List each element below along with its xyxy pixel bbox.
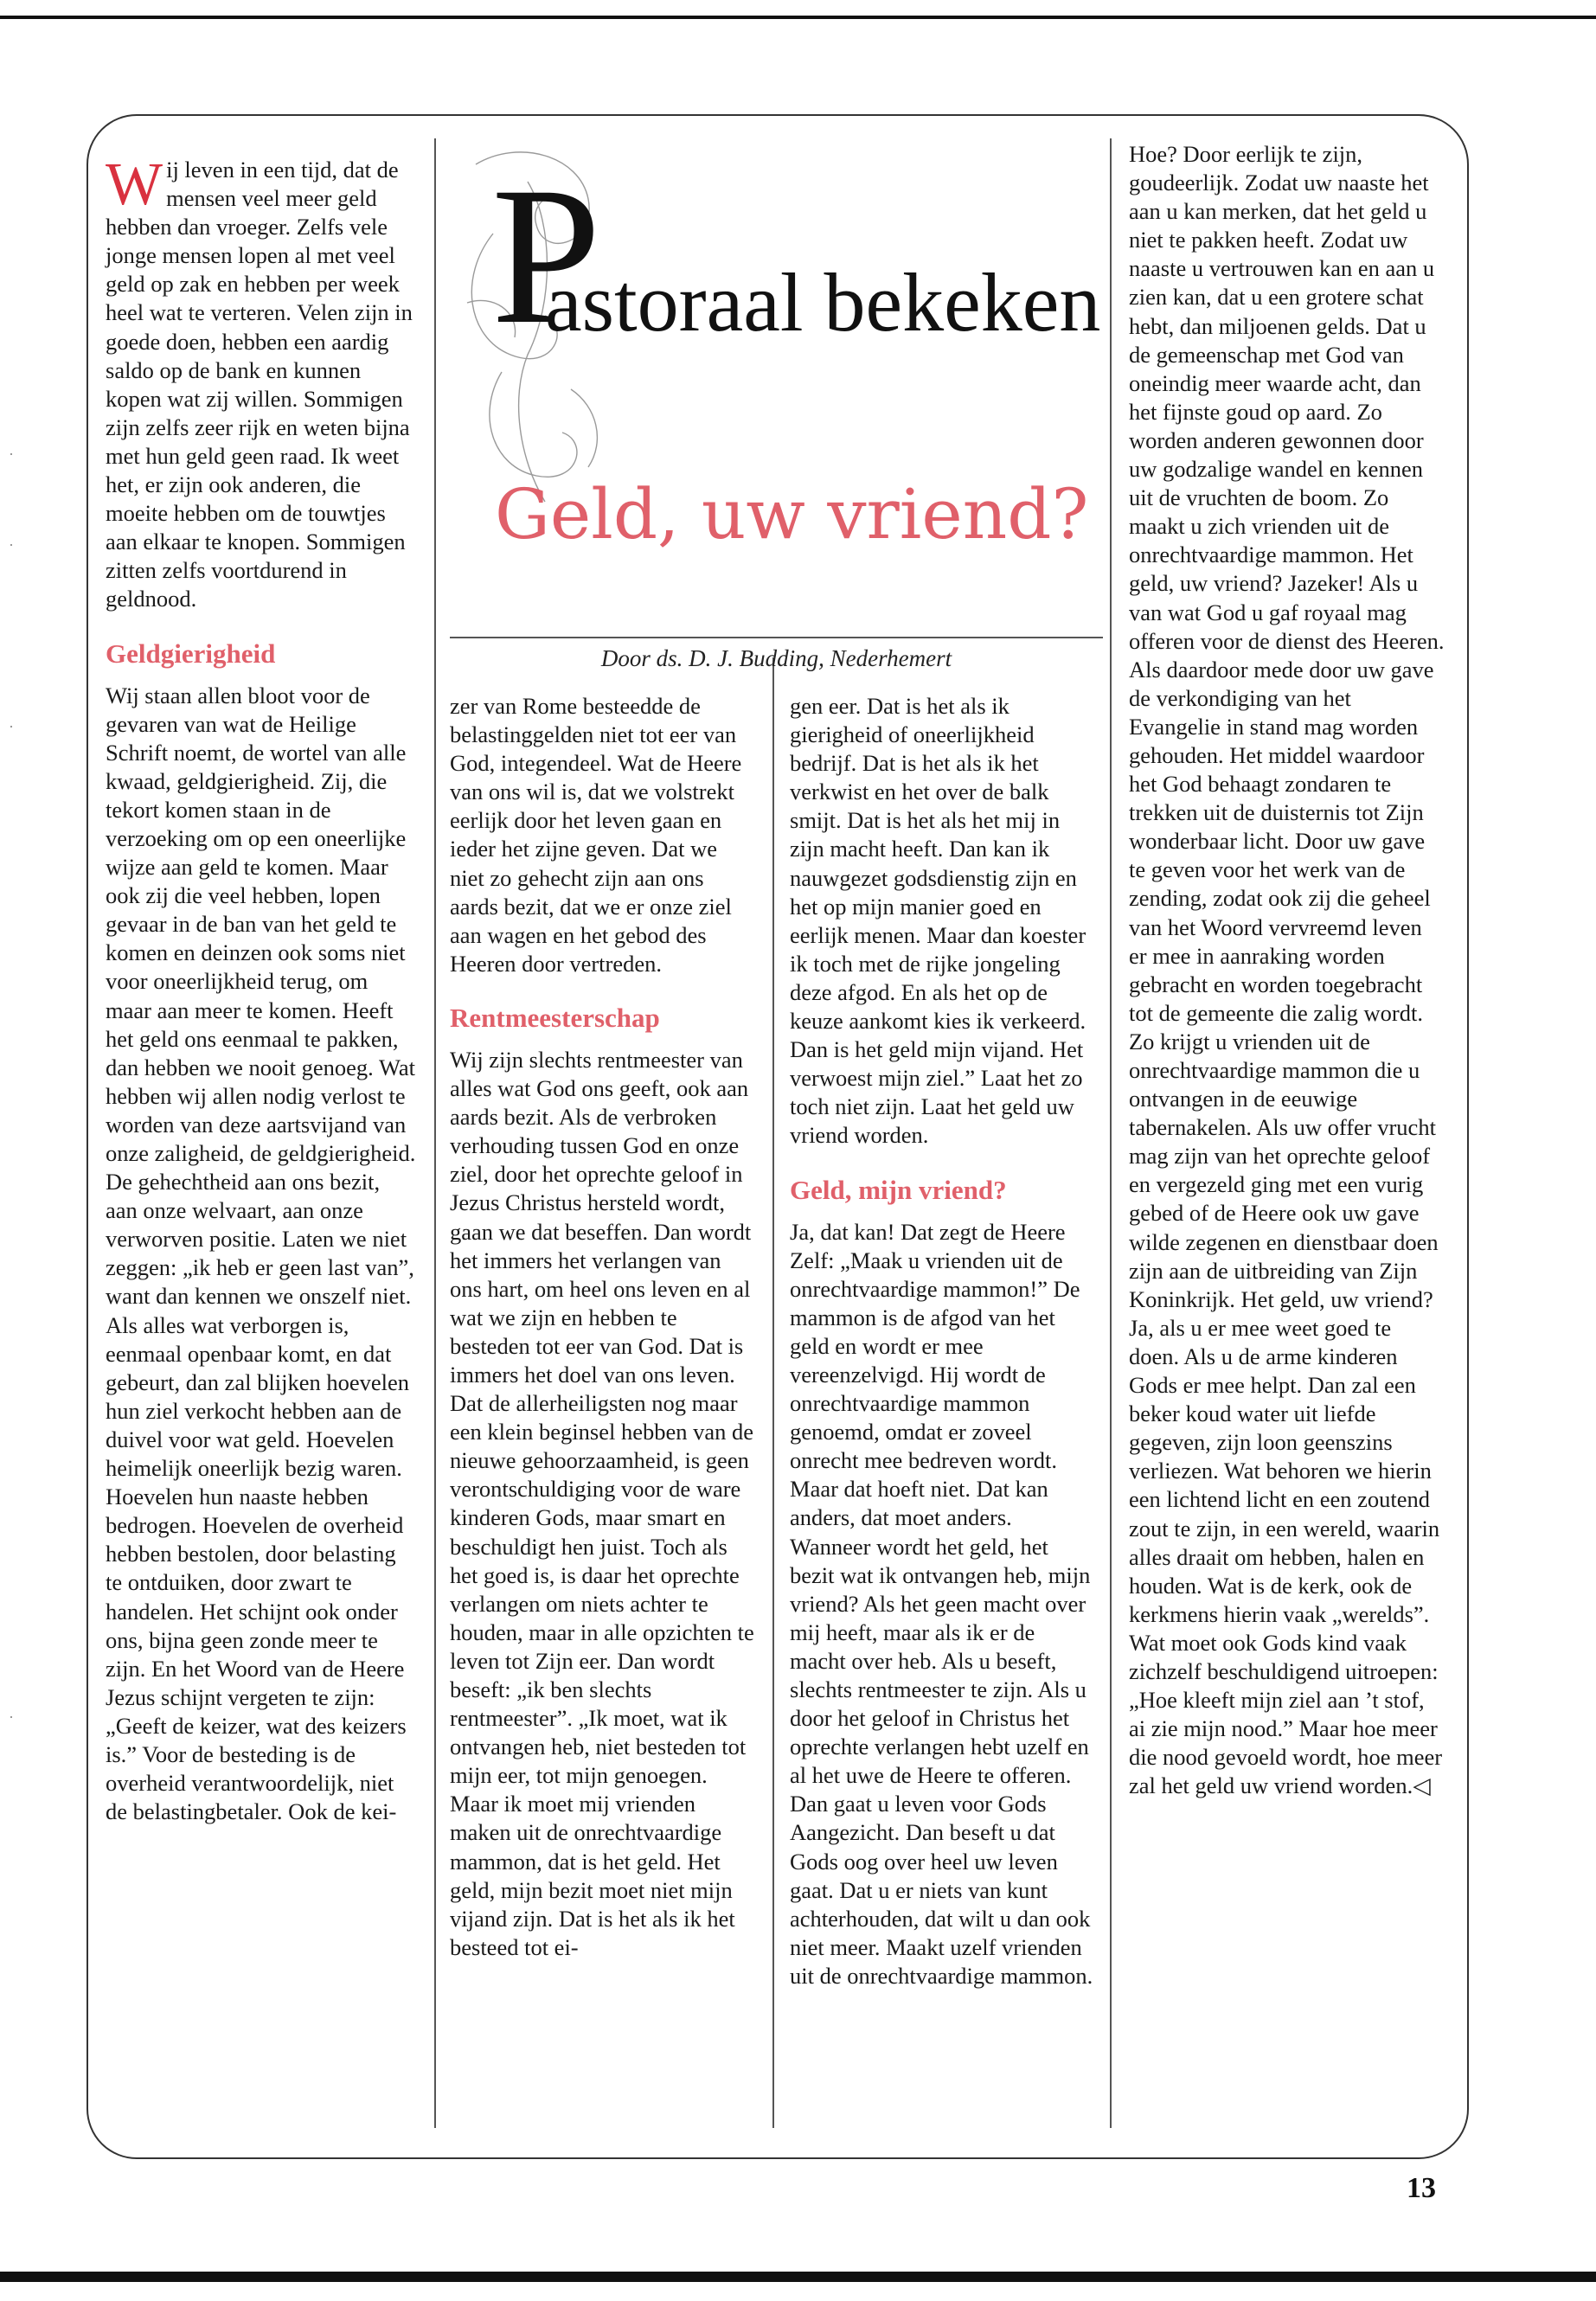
top-rule [0, 16, 1596, 19]
column-1 [106, 151, 417, 1826]
paragraph: Wij zijn slechts rentmeester van alles wat God ons geeft, ook aan aards bezit. Als de verbroken verhouding tussen God en onze ziel, door het oprechte geloof in Jezus Christus hersteld wordt, gaan we dat beseffen. Dan wordt het immers het verlangen van ons hart, om heel ons leven en al wat we zijn en hebben te besteden tot eer van God. Dat is immers het doel van ons leven. Dat de allerheiligsten nog maar een klein beginsel hebben van de nieuwe gehoorzaamheid, is geen verontschuldiging voor de ware kinderen Gods, maar smart en beschuldigt hen juist. Toch als het goed is, is daar het oprechte verlangen om niets achter te houden, maar in alle opzichten te leven tot Zijn eer. Dan wordt beseft: „ik ben slechts rentmeester”. „Ik moet, wat ik ontvangen heb, niet besteden tot mijn eer, tot mijn genoegen. Maar ik moet mij vrienden maken uit de onrechtvaardige mammon, dat is het geld. Het geld, mijn bezit moet niet mijn vijand zijn. Dat is het als ik het besteed tot ei- [450, 1046, 754, 1960]
paragraph: Ja, dat kan! Dat zegt de Heere Zelf: „Maak u vrienden uit de onrechtvaardige mammon!” De mammon is de afgod van het geld en wordt er mee vereenzelvigd. Hij wordt de onrechtvaardige mammon genoemd, omdat er zoveel onrecht mee bedreven wordt. Maar dat hoeft niet. Dat kan anders, dat moet anders. Wanneer wordt het geld, het bezit wat ik ontvangen heb, mijn vriend? Als het geen macht over mij heeft, maar als ik er de macht over heb. Als u beseft, slechts rentmeester te zijn. Als u door het geloof in Christus het oprechte verlangen hebt uzelf en al het uwe de Heere te offeren. Dan gaat u leven voor Gods Aangezicht. Dan beseft u dat Gods oog over heel uw leven gaat. Dat u er niets van kunt achterhouden, dat wilt u dan ook niet meer. Maakt uzelf vrienden uit de onrechtvaardige mammon. [790, 1218, 1093, 1989]
title-initial: P [491, 147, 601, 365]
column-rule-1 [434, 138, 436, 2128]
paragraph-text: Hoe? Door eerlijk te zijn, goudeerlijk. Zodat uw naaste het aan u kan merken, dat het geld u niet te pakken heeft. Zodat uw naaste u vertrouwen kan en aan u zien kan, dat u een grotere schat hebt, dan miljoenen gelds. Dat u de gemeenschap met God van oneindig meer waarde acht, dan het fijnste goud op aard. Zo worden anderen gewonnen door uw godzalige wandel en kennen uit de vruchten de boom. Zo maakt u zich vrienden uit de onrechtvaardige mammon. Het geld, uw vriend? Jazeker! Als u van wat God u gaf royaal mag offeren voor de dienst des Heeren. Als daardoor mede door uw gave de verkondiging van het Evangelie in stand mag worden gehouden. Het middel waardoor het God behaagt zondaren te trekken uit de duisternis tot Zijn wonderbaar licht. Door uw gave te geven voor het werk van de zending, zodat ook zij die geheel van het Woord vervreemd leven er mee in aanraking worden gebracht en worden toegebracht tot de gemeente die zalig wordt. Zo krijgt u vrienden uit de onrechtvaardige mammon die u ontvangen in de eeuwige tabernakelen. Als uw offer vrucht mag zijn van het oprechte geloof en vergezeld ging met een vurig gebed of de Heere ook uw gave wilde zegenen en dienstbaar doen zijn aan de uitbreiding van Zijn Koninkrijk. Het geld, uw vriend? Ja, als u er mee weet goed te doen. Als u de arme kinderen Gods er mee helpt. Dan zal een beker koud water uit liefde gegeven, zijn loon geenszins verliezen. Wat behoren we hierin een lichtend licht en een zoutend zout te zijn, in een wereld, waarin alles draait om hebben, halen en houden. Wat is de kerk, ook de kerkmens hierin vaak „werelds”. Wat moet ook Gods kind vaak zichzelf beschuldigend uitroepen: „Hoe kleeft mijn ziel aan ’t stof, ai zie mijn nood.” Maar hoe meer die nood gevoeld wordt, hoe meer zal het geld uw vriend worden. [1129, 141, 1445, 1799]
intro-text: ij leven in een tijd, dat de mensen veel meer geld hebben dan vroeger. Zelfs vele jonge mensen lopen al met veel geld op zak en hebben per week heel wat te verteren. Velen zijn in goede doen, hebben een aardig saldo op de bank en kunnen kopen wat zij willen. Sommigen zijn zelfs zeer rijk en weten bijna met hun geld geen raad. Ik weet het, er zijn ook anderen, die moeite hebben om de touwtjes aan elkaar te knopen. Sommigen zitten zelfs voortdurend in geldnood. [106, 157, 413, 612]
column-rule-2 [772, 657, 774, 2128]
column-4 [1129, 140, 1445, 1800]
article-subtitle: Geld, uw vriend? [495, 474, 1089, 554]
paragraph: zer van Rome besteedde de belastinggelden niet tot eer van God, integendeel. Wat de Heere van ons wil is, dat we volstrekt eerlijk door het leven gaan en ieder het zijne geven. Dat we niet zo gehecht zijn aan ons aards bezit, dat we er onze ziel aan wagen en het gebod des Heeren door vertreden. [450, 693, 742, 977]
author-line: Door ds. D. J. Budding, Nederhemert [600, 645, 952, 671]
margin-dot: · [9, 536, 14, 554]
bottom-rule [0, 2272, 1596, 2282]
column-rule-3 [1110, 138, 1112, 2128]
heading-geldgierigheid: Geldgierigheid [106, 638, 276, 669]
article-title: astoraal bekeken [545, 256, 1101, 349]
margin-dot: · [9, 718, 14, 735]
heading-geld-mijn-vriend: Geld, mijn vriend? [790, 1174, 1007, 1205]
paragraph: Wij staan allen bloot voor de gevaren van wat de Heilige Schrift noemt, de wortel van alle kwaad, geldgierigheid. Zij, die tekort komen staan in de verzoeking om op een oneerlijke wijze aan geld te komen. Maar ook zij die veel hebben, lopen gevaar in de ban van het geld te komen en deinzen ook soms niet voor oneerlijkheid terug, om maar aan meer te komen. Heeft het geld ons eenmaal te pakken, dan hebben we nooit genoeg. Wat hebben wij allen nodig verlost te worden van deze aartsvijand van onze zaligheid, de geldgierigheid. De gehechtheid aan ons bezit, aan onze welvaart, aan onze verworven positie. Laten we niet zeggen: „ik heb er geen last van”, want dan kennen we onszelf niet. Als alles wat verborgen is, eenmaal openbaar komt, en dat gebeurt, dan zal blijken hoevelen hun ziel verkocht hebben aan de duivel voor wat geld. Hoevelen heimelijk oneerlijk bezig waren. Hoevelen hun naaste hebben bedrogen. Hoevelen de overheid hebben bestolen, door belasting te ontduiken, door zwart te handelen. Het schijnt ook onder ons, bijna geen zonde meer te zijn. En het Woord van de Heere Jezus schijnt vergeten te zijn: „Geeft de keizer, wat des keizers is.” Voor de besteding is de overheid verantwoordelijk, niet de belastingbetaler. Ook de kei- [106, 682, 416, 1825]
intro-paragraph [106, 151, 417, 614]
page-number: 13 [1407, 2172, 1436, 2204]
heading-rentmeesterschap: Rentmeesterschap [450, 1002, 660, 1033]
column-2 [450, 692, 757, 1962]
title-block [450, 130, 1107, 649]
drop-cap: W [106, 151, 163, 218]
paragraph [1129, 140, 1445, 1800]
column-3 [790, 692, 1094, 1990]
margin-dot: · [9, 1708, 14, 1726]
paragraph: gen eer. Dat is het als ik gierigheid of oneerlijkheid bedrijf. Dat is het als ik het verkwist en het over de balk smijt. Dat is het als het mij in zijn macht heeft. Dan kan ik nauwgezet godsdienstig zijn en het op mijn manier goed en eerlijk menen. Maar dan koester ik toch met de rijke jongeling deze afgod. En als het op de keuze aankomt kies ik verkeerd. Dan is het geld mijn vijand. Het verwoest mijn ziel.” Laat het zo toch niet zijn. Laat het geld uw vriend worden. [790, 693, 1086, 1149]
author-rule [450, 637, 1103, 638]
margin-dot: · [9, 445, 14, 463]
end-mark-icon: ◁ [1413, 1772, 1431, 1799]
